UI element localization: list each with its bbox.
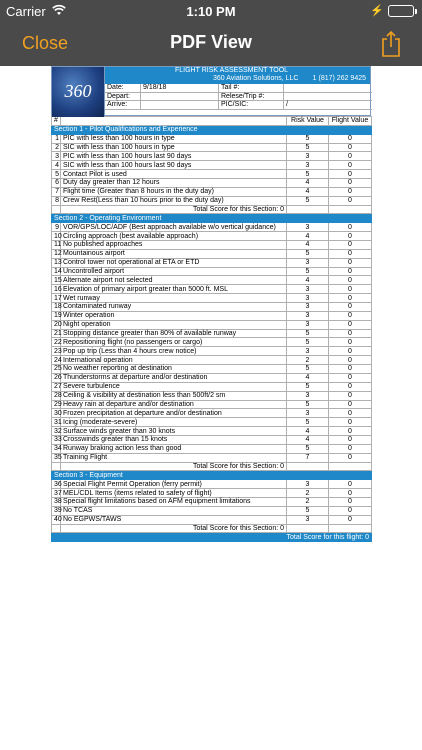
item-number: 27 [52,382,61,391]
column-header-number: # [52,117,61,126]
item-flight-value[interactable]: 0 [329,187,372,196]
table-row [52,373,372,382]
item-description: Runway braking action less than good [61,444,287,453]
navigation-bar [0,22,422,66]
document-header [51,66,371,116]
item-flight-value[interactable]: 0 [329,152,372,161]
item-description: Crosswinds greater than 15 knots [61,435,287,444]
flight-total-row [52,533,372,542]
item-number: 16 [52,285,61,294]
item-description: Control tower not operational at ETA or ETD [61,258,287,267]
banner-title: FLIGHT RISK ASSESSMENT TOOL [175,67,289,74]
item-flight-value[interactable]: 0 [329,435,372,444]
flight-total: Total Score for this flight: 0 [52,533,372,542]
section-title: Section 2 - Operating Environment [52,214,372,223]
flight-info-form [105,84,370,115]
item-risk-value: 5 [287,249,329,258]
section-title: Section 1 - Pilot Qualifications and Experience [52,125,372,134]
item-description: Pop up trip (Less than 4 hours crew notice) [61,347,287,356]
item-flight-value[interactable]: 0 [329,338,372,347]
item-number: 37 [52,489,61,498]
item-number: 2 [52,143,61,152]
item-flight-value[interactable]: 0 [329,303,372,312]
item-flight-value[interactable]: 0 [329,506,372,515]
item-risk-value: 3 [287,347,329,356]
item-number: 14 [52,267,61,276]
total-spacer [52,205,61,214]
close-button[interactable]: Close [22,33,69,53]
item-number: 4 [52,161,61,170]
item-risk-value: 3 [287,294,329,303]
item-description: Mountainous airport [61,249,287,258]
section-total-row [52,524,372,533]
item-risk-value: 2 [287,497,329,506]
table-row [52,497,372,506]
item-flight-value[interactable]: 0 [329,276,372,285]
item-risk-value: 4 [287,435,329,444]
item-flight-value[interactable]: 0 [329,311,372,320]
item-risk-value: 4 [287,427,329,436]
table-row [52,294,372,303]
item-description: Stopping distance greater than 80% of available runway [61,329,287,338]
item-flight-value[interactable]: 0 [329,400,372,409]
item-flight-value[interactable]: 0 [329,409,372,418]
item-description: Flight time (Greater than 8 hours in the duty day) [61,187,287,196]
tail-label: Tail #: [219,84,284,93]
table-row [52,267,372,276]
table-row [52,356,372,365]
item-risk-value: 5 [287,196,329,205]
item-description: No published approaches [61,241,287,250]
table-row [52,232,372,241]
item-risk-value: 5 [287,134,329,143]
item-description: Elevation of primary airport greater than 5000 ft. MSL [61,285,287,294]
item-risk-value: 7 [287,453,329,462]
table-row [52,427,372,436]
item-description: Night operation [61,320,287,329]
table-row [52,444,372,453]
table-row [52,276,372,285]
item-flight-value[interactable]: 0 [329,356,372,365]
item-risk-value: 3 [287,258,329,267]
item-risk-value: 5 [287,365,329,374]
arrive-label: Arrive: [105,101,141,110]
item-number: 6 [52,179,61,188]
company-phone: 1 (817) 262 9425 [312,75,366,82]
item-number: 5 [52,170,61,179]
item-description: Crew Rest(Less than 10 hours prior to the duty day) [61,196,287,205]
item-number: 13 [52,258,61,267]
total-spacer [287,462,329,471]
item-flight-value[interactable]: 0 [329,391,372,400]
table-row [52,418,372,427]
pdf-document[interactable] [51,66,371,542]
item-flight-value[interactable]: 0 [329,294,372,303]
item-description: Special Flight Permit Operation (ferry permit) [61,480,287,489]
total-spacer [287,524,329,533]
section-header [52,125,372,134]
arrive-value [141,101,219,110]
item-number: 9 [52,223,61,232]
item-number: 10 [52,232,61,241]
item-flight-value[interactable]: 0 [329,241,372,250]
company-name: 360 Aviation Solutions, LLC [213,75,299,82]
item-description: Circling approach (best available approach) [61,232,287,241]
item-number: 36 [52,480,61,489]
item-flight-value[interactable]: 0 [329,320,372,329]
total-spacer [52,524,61,533]
item-number: 25 [52,365,61,374]
table-row [52,170,372,179]
item-number: 22 [52,338,61,347]
item-number: 33 [52,435,61,444]
table-row [52,409,372,418]
risk-table [51,116,372,542]
share-icon[interactable] [380,30,402,58]
item-description: Training Flight [61,453,287,462]
item-description: Severe turbulence [61,382,287,391]
item-flight-value[interactable]: 0 [329,179,372,188]
item-number: 20 [52,320,61,329]
item-description: Alternate airport not selected [61,276,287,285]
total-spacer [287,205,329,214]
table-row [52,285,372,294]
table-row [52,347,372,356]
status-bar [0,0,422,22]
date-label: Date: [105,84,141,93]
item-description: Special flight limitations based on AFM equipment limitations [61,497,287,506]
item-flight-value[interactable]: 0 [329,134,372,143]
item-description: Ceiling & visibility at destination less than 500ft/2 sm [61,391,287,400]
item-flight-value[interactable]: 0 [329,143,372,152]
total-spacer [329,462,372,471]
item-risk-value: 4 [287,241,329,250]
item-risk-value: 3 [287,285,329,294]
item-number: 7 [52,187,61,196]
item-risk-value: 3 [287,303,329,312]
item-number: 31 [52,418,61,427]
total-spacer [329,205,372,214]
date-value: 9/18/18 [141,84,219,93]
item-description: Duty day greater than 12 hours [61,179,287,188]
item-risk-value: 4 [287,179,329,188]
item-risk-value: 3 [287,152,329,161]
item-number: 29 [52,400,61,409]
item-flight-value[interactable]: 0 [329,223,372,232]
table-row [52,134,372,143]
item-risk-value: 5 [287,267,329,276]
table-row [52,223,372,232]
item-flight-value[interactable]: 0 [329,515,372,524]
item-risk-value: 3 [287,480,329,489]
item-number: 15 [52,276,61,285]
item-number: 34 [52,444,61,453]
table-row [52,143,372,152]
table-row [52,258,372,267]
column-header-flight: Flight Value [329,117,372,126]
table-row [52,382,372,391]
item-number: 38 [52,497,61,506]
item-description: SIC with less than 100 hours last 90 days [61,161,287,170]
item-risk-value: 3 [287,391,329,400]
item-number: 32 [52,427,61,436]
item-description: No TCAS [61,506,287,515]
table-row [52,480,372,489]
item-flight-value[interactable]: 0 [329,285,372,294]
item-number: 17 [52,294,61,303]
table-row [52,515,372,524]
item-risk-value: 3 [287,320,329,329]
section-total: Total Score for this Section: 0 [61,462,287,471]
item-flight-value[interactable]: 0 [329,232,372,241]
item-flight-value[interactable]: 0 [329,480,372,489]
item-flight-value[interactable]: 0 [329,161,372,170]
item-number: 1 [52,134,61,143]
table-row [52,179,372,188]
item-flight-value[interactable]: 0 [329,267,372,276]
item-description: No EGPWS/TAWS [61,515,287,524]
item-risk-value: 2 [287,489,329,498]
item-risk-value: 5 [287,170,329,179]
item-description: Frozen precipitation at departure and/or destination [61,409,287,418]
item-flight-value[interactable]: 0 [329,347,372,356]
table-row [52,400,372,409]
table-row [52,338,372,347]
item-number: 8 [52,196,61,205]
item-flight-value[interactable]: 0 [329,453,372,462]
item-description: Heavy rain at departure and/or destination [61,400,287,409]
picsic-label: PIC/SIC: [219,101,284,110]
table-row [52,435,372,444]
item-number: 40 [52,515,61,524]
table-row [52,329,372,338]
item-flight-value[interactable]: 0 [329,418,372,427]
section-total: Total Score for this Section: 0 [61,205,287,214]
release-label: Relese/Trip #: [219,93,284,102]
item-risk-value: 5 [287,444,329,453]
item-description: SIC with less than 100 hours in type [61,143,287,152]
item-risk-value: 3 [287,515,329,524]
total-spacer [329,524,372,533]
section-header [52,471,372,480]
item-risk-value: 4 [287,187,329,196]
item-risk-value: 5 [287,382,329,391]
item-flight-value[interactable]: 0 [329,497,372,506]
item-description: International operation [61,356,287,365]
column-header-description [61,117,287,126]
item-flight-value[interactable]: 0 [329,249,372,258]
table-row [52,311,372,320]
item-number: 18 [52,303,61,312]
item-flight-value[interactable]: 0 [329,365,372,374]
tail-value [284,84,372,93]
item-number: 19 [52,311,61,320]
picsic-value: / [284,101,372,110]
item-description: MEL/CDL Items (items related to safety of flight) [61,489,287,498]
item-number: 24 [52,356,61,365]
table-row [52,453,372,462]
carrier-label: Carrier [6,4,46,19]
item-flight-value[interactable]: 0 [329,329,372,338]
depart-label: Depart: [105,93,141,102]
item-flight-value[interactable]: 0 [329,258,372,267]
table-row [52,303,372,312]
item-risk-value: 5 [287,143,329,152]
section-title: Section 3 - Equipment [52,471,372,480]
item-risk-value: 4 [287,373,329,382]
total-spacer [52,462,61,471]
depart-value [141,93,219,102]
table-row [52,489,372,498]
item-number: 21 [52,329,61,338]
item-risk-value: 3 [287,161,329,170]
item-risk-value: 5 [287,329,329,338]
item-flight-value[interactable]: 0 [329,427,372,436]
item-risk-value: 5 [287,400,329,409]
battery-icon [388,5,414,17]
section-total: Total Score for this Section: 0 [61,524,287,533]
clock: 1:10 PM [186,4,236,19]
item-risk-value: 2 [287,356,329,365]
charging-icon: ⚡ [370,5,384,17]
section-header [52,214,372,223]
item-description: No weather reporting at destination [61,365,287,374]
item-description: Surface winds greater than 30 knots [61,427,287,436]
item-number: 12 [52,249,61,258]
column-header-risk: Risk Value [287,117,329,126]
item-flight-value[interactable]: 0 [329,196,372,205]
item-number: 35 [52,453,61,462]
item-risk-value: 3 [287,409,329,418]
table-row [52,249,372,258]
table-header-row [52,117,372,126]
item-risk-value: 5 [287,418,329,427]
item-risk-value: 3 [287,311,329,320]
table-row [52,241,372,250]
section-total-row [52,462,372,471]
item-number: 11 [52,241,61,250]
table-row [52,320,372,329]
item-description: PIC with less than 100 hours in type [61,134,287,143]
table-row [52,152,372,161]
item-flight-value[interactable]: 0 [329,489,372,498]
item-flight-value[interactable]: 0 [329,382,372,391]
item-risk-value: 3 [287,223,329,232]
table-row [52,161,372,170]
item-description: PIC with less than 100 hours last 90 days [61,152,287,161]
table-row [52,506,372,515]
table-row [52,187,372,196]
item-description: Contact Pilot is used [61,170,287,179]
item-description: Winter operation [61,311,287,320]
item-description: Uncontrolled airport [61,267,287,276]
page-title: PDF View [170,32,252,52]
item-number: 26 [52,373,61,382]
item-description: Repositioning flight (no passengers or cargo) [61,338,287,347]
release-value [284,93,372,102]
item-number: 3 [52,152,61,161]
item-number: 39 [52,506,61,515]
item-flight-value[interactable]: 0 [329,170,372,179]
item-description: Icing (moderate-severe) [61,418,287,427]
table-row [52,391,372,400]
item-description: Wet runway [61,294,287,303]
company-logo: 360 [52,67,105,117]
item-flight-value[interactable]: 0 [329,373,372,382]
item-risk-value: 5 [287,506,329,515]
item-description: VOR/GPS/LOC/ADF (Best approach available w/o vertical guidance) [61,223,287,232]
section-total-row [52,205,372,214]
item-number: 30 [52,409,61,418]
header-banner [105,67,370,84]
table-row [52,196,372,205]
item-description: Contaminated runway [61,303,287,312]
item-flight-value[interactable]: 0 [329,444,372,453]
item-number: 28 [52,391,61,400]
item-description: Thunderstorms at departure and/or destination [61,373,287,382]
item-risk-value: 5 [287,338,329,347]
table-row [52,365,372,374]
item-number: 23 [52,347,61,356]
item-risk-value: 4 [287,276,329,285]
item-risk-value: 4 [287,232,329,241]
